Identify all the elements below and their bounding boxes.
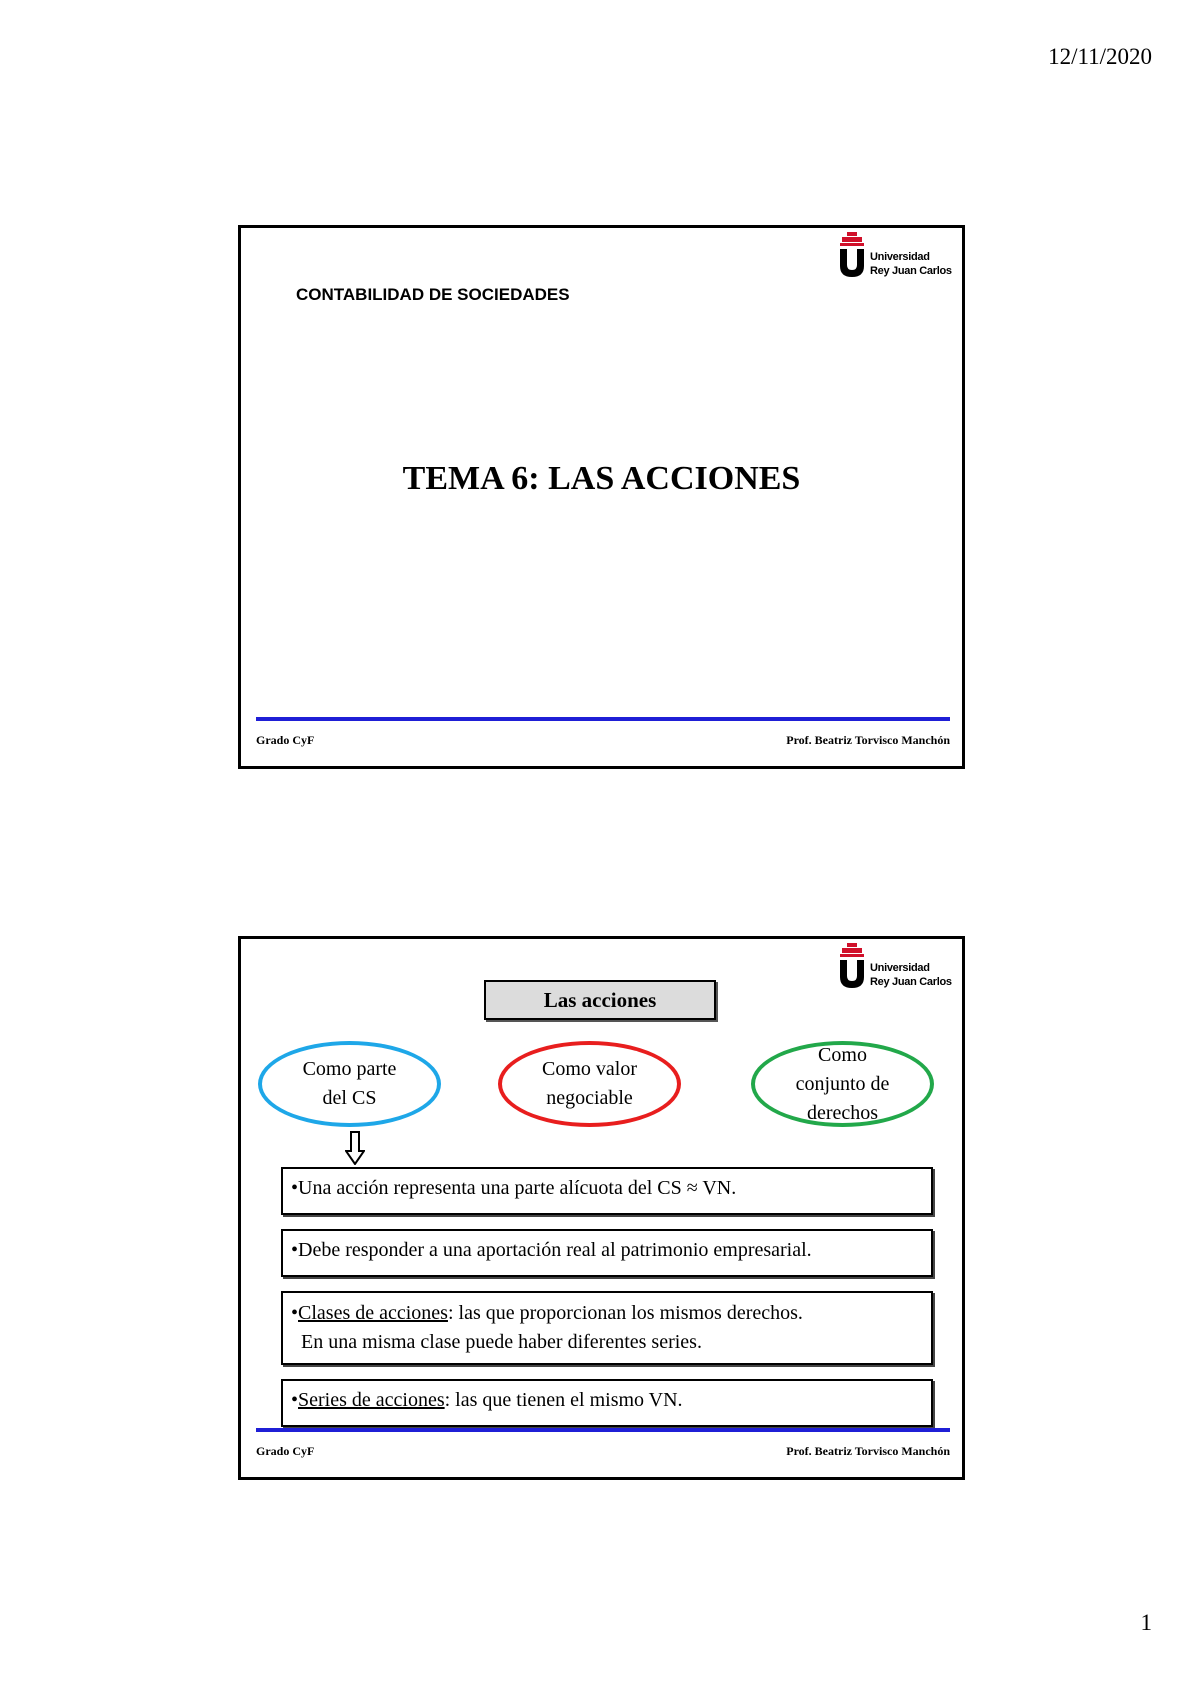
course-title: CONTABILIDAD DE SOCIEDADES [296,285,570,304]
concept-ellipse-rights [751,1041,934,1127]
bullet-text: •Debe responder a una aportación real al patrimonio empresarial. [291,1239,812,1261]
bullet-box [281,1291,933,1365]
bullet-box [281,1379,933,1427]
ellipse-line: Como [818,1043,867,1066]
university-name [870,250,952,278]
term-share-classes: Clases de acciones [298,1302,448,1324]
logo-line-2: Rey Juan Carlos [870,976,952,988]
ellipse-line: del CS [322,1087,377,1109]
bullet-line: En una misma clase puede haber diferentes series. [301,1331,702,1353]
footer-rule [256,1428,950,1432]
footer-degree: Grado CyF [256,733,315,747]
arrow-down-icon [345,1131,365,1165]
bullet-mark: • [291,1389,299,1411]
slide-title: TEMA 6: LAS ACCIONES [402,460,801,497]
bullet-text: : las que proporcionan los mismos derechos. [447,1302,803,1324]
logo-line-1: Universidad [870,962,930,974]
ellipse-line: negociable [546,1087,633,1109]
concept-ellipse-tradable-value [498,1041,681,1127]
page-date: 12/11/2020 [1048,44,1152,69]
ellipse-line: Como parte [302,1058,397,1080]
footer-professor: Prof. Beatriz Torvisco Manchón [786,733,950,747]
logo-line-1: Universidad [870,251,930,263]
concept-ellipse-share-capital [258,1041,441,1127]
ellipse-line: conjunto de [795,1072,890,1095]
university-name [870,961,952,989]
bullet-text: •Una acción representa una parte alícuota del CS ≈ VN. [291,1177,737,1199]
university-crest-icon [838,942,866,988]
footer-professor: Prof. Beatriz Torvisco Manchón [786,1444,950,1458]
slide-heading: Las acciones [484,980,716,1020]
bullet-text: : las que tienen el mismo VN. [444,1389,683,1411]
ellipse-line: Como valor [542,1058,637,1080]
term-share-series: Series de acciones [298,1389,445,1411]
university-crest-icon [838,231,866,277]
bullet-box [281,1167,933,1215]
footer-degree: Grado CyF [256,1444,315,1458]
logo-line-2: Rey Juan Carlos [870,265,952,277]
bullet-mark: • [291,1302,299,1324]
page-number: 1 [1140,1610,1152,1635]
university-logo [838,942,958,990]
bullet-box [281,1229,933,1277]
footer-rule [256,717,950,721]
bullet-line [291,1299,923,1328]
slide-1 [238,225,965,769]
slide-2 [238,936,965,1480]
university-logo [838,231,958,279]
ellipse-line: derechos [806,1101,879,1124]
